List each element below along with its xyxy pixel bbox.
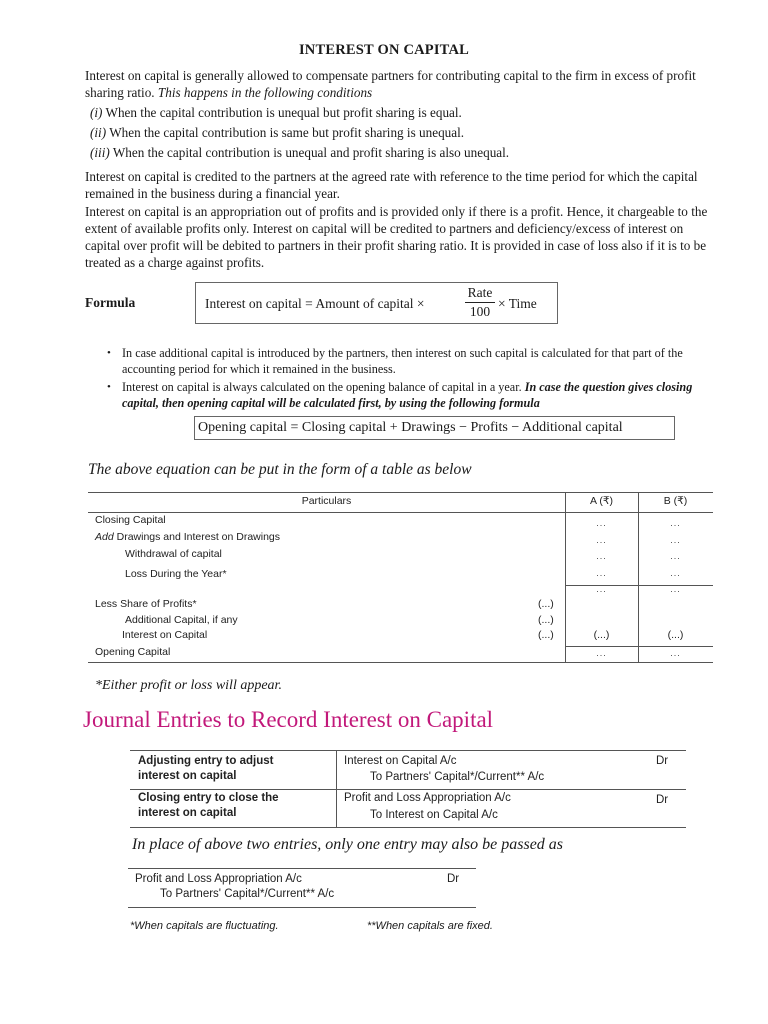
journal-rule — [130, 827, 686, 828]
journal-credit: To Partners' Capital*/Current** A/c — [370, 771, 545, 783]
row-interest-on-capital: Interest on Capital — [122, 629, 208, 641]
header-b: B (₹) — [663, 495, 688, 507]
single-entry-caption: In place of above two entries, only one entry may also be passed as — [132, 836, 564, 853]
value-dots: ... — [670, 648, 681, 658]
journal-label-line: Closing entry to close the — [138, 792, 279, 804]
journal-credit: To Interest on Capital A/c — [370, 809, 498, 821]
formula-fraction — [465, 285, 495, 320]
formula-numerator: Rate — [465, 285, 495, 303]
row-additional-capital: Additional Capital, if any — [125, 614, 238, 626]
journal-label-line: interest on capital — [138, 770, 237, 782]
value-dots: ... — [670, 568, 681, 578]
table-rule — [88, 492, 713, 493]
value-paren-dots: (...) — [593, 629, 610, 641]
journal-divider — [336, 750, 337, 827]
value-dots: ... — [670, 551, 681, 561]
value-dots: ... — [670, 535, 681, 545]
value-paren-dots: (...) — [538, 629, 554, 641]
condition-item: (ii) When the capital contribution is same but profit sharing is unequal. — [90, 125, 465, 140]
condition-item: (iii) When the capital contribution is unequal and profit sharing is also unequal. — [90, 145, 510, 160]
value-paren-dots: (...) — [538, 614, 554, 626]
page-title: INTEREST ON CAPITAL — [298, 42, 470, 58]
journal-rule — [130, 750, 686, 751]
paragraph-time-period: Interest on capital is credited to the partners at the agreed rate with reference to the time period for which the capital remained in the business during a financial year. — [85, 169, 698, 201]
value-dots: ... — [596, 568, 607, 578]
journal-rule — [130, 789, 686, 790]
row-less-share: Less Share of Profits* — [95, 598, 197, 610]
row-withdrawal: Withdrawal of capital — [125, 548, 222, 560]
footnote-fixed: **When capitals are fixed. — [367, 920, 493, 932]
table-rule — [88, 662, 713, 663]
journal-dr: Dr — [656, 794, 669, 806]
table-caption: The above equation can be put in the form of a table as below — [88, 461, 472, 478]
single-entry-debit: Profit and Loss Appropriation A/c — [135, 873, 302, 885]
value-dots: ... — [596, 535, 607, 545]
single-entry-dr: Dr — [447, 873, 460, 885]
journal-label-line: Adjusting entry to adjust — [138, 755, 274, 767]
journal-label-line: interest on capital — [138, 807, 237, 819]
table-rule — [88, 512, 713, 513]
entry-rule — [128, 907, 476, 908]
header-particulars: Particulars — [301, 495, 352, 507]
intro-paragraph — [85, 67, 710, 101]
journal-debit: Profit and Loss Appropriation A/c — [344, 792, 511, 804]
journal-debit: Interest on Capital A/c — [344, 755, 457, 767]
opening-capital-equation: Opening capital = Closing capital + Drawings − Profits − Additional capital — [194, 416, 675, 440]
intro-italic: This happens in the following conditions — [157, 85, 373, 100]
table-rule — [565, 646, 713, 647]
formula-right: × Time — [498, 296, 537, 311]
paragraph-appropriation: Interest on capital is an appropriation out of profits and is provided only if there is a profit. Hence, it chargeable to the extent of available profits only. Interest on capital will be credited to partners and deficiency/excess of interest on capital over profit will be debited to partners in their profit sharing ratio. It is provided in case of loss also if it is to be treated as a charge against profits. — [85, 204, 708, 270]
row-opening-capital: Opening Capital — [95, 646, 171, 658]
journal-title: Journal Entries to Record Interest on Capital — [83, 707, 494, 732]
condition-item: (i) When the capital contribution is unequal but profit sharing is equal. — [90, 105, 462, 120]
header-a: A (₹) — [589, 495, 613, 507]
value-dots: ... — [596, 551, 607, 561]
bullet-item: • Interest on capital is always calculated on the opening balance of capital in a year. In case the question gives closing capital, then opening capital will be calculated first, by using the following formula — [122, 379, 712, 411]
intro-text: Interest on capital is generally allowed to compensate partners for contributing capital to the firm in excess of profit sharing ratio. — [85, 68, 696, 100]
formula-denominator: 100 — [469, 304, 491, 319]
profit-loss-footnote: *Either profit or loss will appear. — [95, 678, 282, 693]
formula-box — [195, 282, 558, 324]
value-dots: ... — [670, 584, 681, 594]
single-entry-credit: To Partners' Capital*/Current** A/c — [160, 888, 335, 900]
formula-label: Formula — [85, 295, 136, 310]
bullet-item: • In case additional capital is introduced by the partners, then interest on such capital is calculated for that part of the accounting period for which it remained in the business. — [122, 345, 712, 377]
journal-dr: Dr — [656, 755, 669, 767]
formula-left: Interest on capital = Amount of capital × — [205, 296, 425, 311]
value-paren-dots: (...) — [667, 629, 684, 641]
value-dots: ... — [670, 518, 681, 528]
row-loss: Loss During the Year* — [125, 568, 227, 580]
value-paren-dots: (...) — [538, 598, 554, 610]
row-add: Add Drawings and Interest on Drawings — [95, 531, 281, 543]
row-closing-capital: Closing Capital — [95, 514, 166, 526]
value-dots: ... — [596, 648, 607, 658]
value-dots: ... — [596, 518, 607, 528]
value-dots: ... — [596, 584, 607, 594]
entry-rule — [128, 868, 476, 869]
footnote-fluctuating: *When capitals are fluctuating. — [130, 920, 279, 932]
